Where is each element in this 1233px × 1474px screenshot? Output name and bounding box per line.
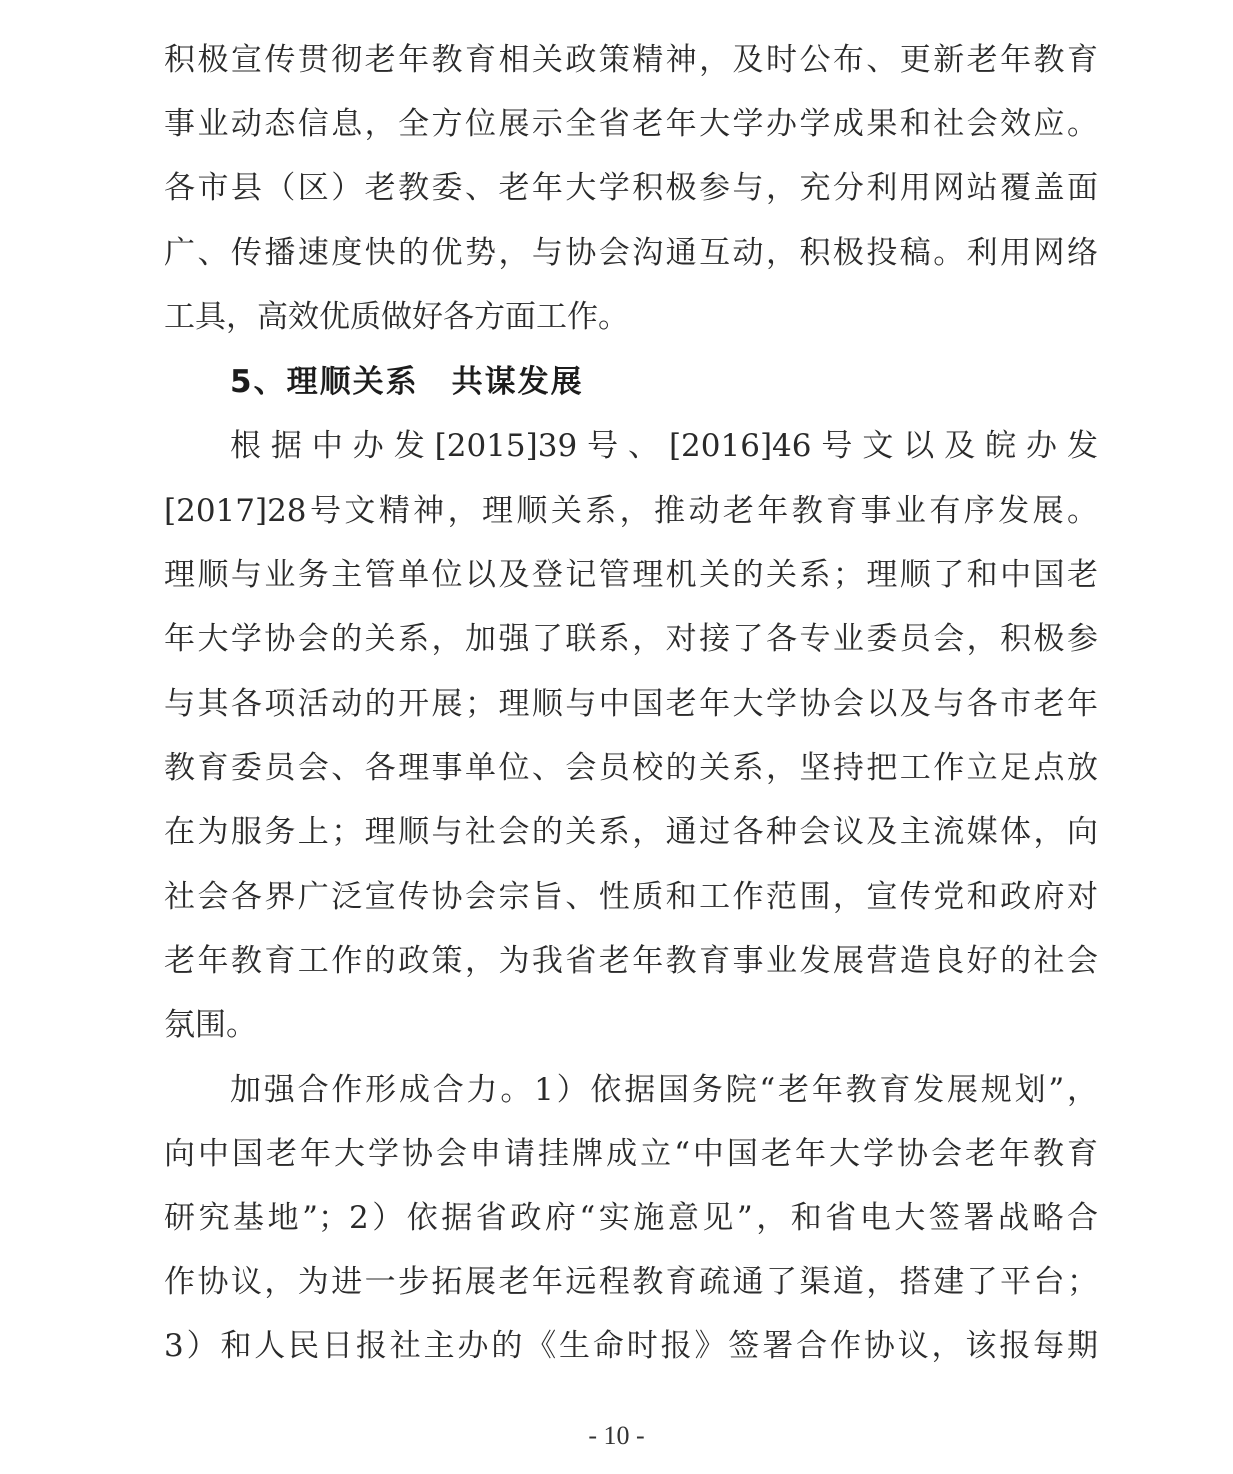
paragraph-2-line: 社会各界广泛宣传协会宗旨、性质和工作范围，宣传党和政府对 (164, 879, 1098, 915)
paragraph-2-line: 在为服务上；理顺与社会的关系，通过各种会议及主流媒体，向 (164, 814, 1098, 850)
paragraph-1-line: 广、传播速度快的优势，与协会沟通互动，积极投稿。利用网络 (164, 235, 1098, 271)
paragraph-2-line: 教育委员会、各理事单位、会员校的关系，坚持把工作立足点放 (164, 750, 1098, 786)
paragraph-2-line: 氛围。 (164, 1007, 257, 1043)
paragraph-3-line: 3）和人民日报社主办的《生命时报》签署合作协议，该报每期 (164, 1328, 1098, 1364)
paragraph-3-line: 加强合作形成合力。1）依据国务院“老年教育发展规划”， (230, 1072, 1098, 1108)
paragraph-1-line: 积极宣传贯彻老年教育相关政策精神，及时公布、更新老年教育 (164, 42, 1098, 78)
paragraph-2-line: 根据中办发[2015]39号、[2016]46号文以及皖办发 (230, 428, 1098, 464)
paragraph-2-line: 理顺与业务主管单位以及登记管理机关的关系；理顺了和中国老 (164, 557, 1098, 593)
paragraph-3-line: 向中国老年大学协会申请挂牌成立“中国老年大学协会老年教育 (164, 1136, 1098, 1172)
paragraph-3-line: 研究基地”；2）依据省政府“实施意见”，和省电大签署战略合 (164, 1200, 1098, 1236)
section-heading: 5、理顺关系 共谋发展 (230, 364, 584, 400)
paragraph-2-line: 与其各项活动的开展；理顺与中国老年大学协会以及与各市老年 (164, 686, 1098, 722)
paragraph-2-line: 年大学协会的关系，加强了联系，对接了各专业委员会，积极参 (164, 621, 1098, 657)
paragraph-2-line: 老年教育工作的政策，为我省老年教育事业发展营造良好的社会 (164, 943, 1098, 979)
paragraph-1-line: 工具，高效优质做好各方面工作。 (164, 299, 629, 335)
paragraph-1-line: 事业动态信息，全方位展示全省老年大学办学成果和社会效应。 (164, 106, 1098, 142)
paragraph-3-line: 作协议，为进一步拓展老年远程教育疏通了渠道，搭建了平台； (164, 1264, 1098, 1300)
page-number: - 10 - (588, 1421, 645, 1450)
paragraph-2-line: [2017]28号文精神，理顺关系，推动老年教育事业有序发展。 (164, 493, 1098, 529)
paragraph-1-line: 各市县（区）老教委、老年大学积极参与，充分利用网站覆盖面 (164, 170, 1098, 206)
